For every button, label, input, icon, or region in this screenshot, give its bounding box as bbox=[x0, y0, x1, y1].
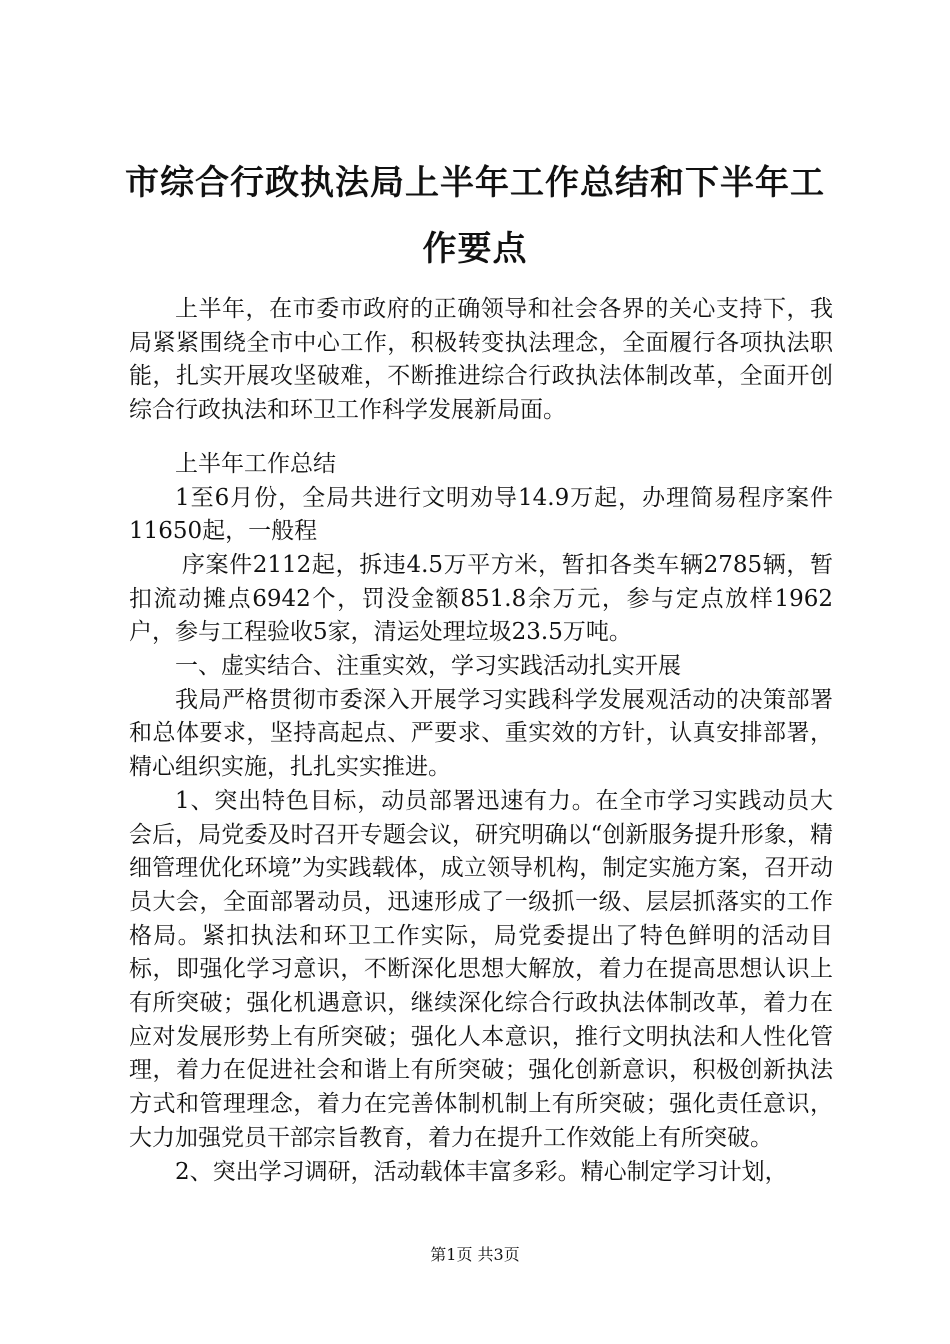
section-heading-1: 一、虚实结合、注重实效，学习实践活动扎实开展 bbox=[175, 653, 681, 680]
stats-paragraph-part2: 序案件2112起，拆违4.5万平方米，暂扣各类车辆2785辆，暂扣流动摊点6942个，罚没金额851.8余万元，参与定点放样1962户，参与工程验收5家，清运处理垃圾23.5万吨。 bbox=[129, 551, 833, 646]
intro-paragraph: 上半年，在市委市政府的正确领导和社会各界的关心支持下，我局紧紧围绕全市中心工作，积极转变执法理念，全面履行各项执法职能，扎实开展攻坚破难，不断推进综合行政执法体制改革，全面开创综合行政执法和环卫工作科学发展新局面。 bbox=[129, 296, 833, 424]
document-title: 市综合行政执法局上半年工作总结和下半年工作要点 bbox=[125, 163, 825, 269]
item-1-paragraph: 1、突出特色目标，动员部署迅速有力。在全市学习实践动员大会后，局党委及时召开专题会议，研究明确以“创新服务提升形象，精细管理优化环境”为实践载体，成立领导机构，制定实施方案，召开动员大会，全面部署动员，迅速形成了一级抓一级、层层抓落实的工作格局。紧扣执法和环卫工作实际，局党委提出了特色鲜明的活动目标，即强化学习意识，不断深化思想大解放，着力在提高思想认识上有所突破；强化机遇意识，继续深化综合行政执法体制改革，着力在应对发展形势上有所突破；强化人本意识，推行文明执法和人性化管理，着力在促进社会和谐上有所突破；强化创新意识，积极创新执法方式和管理理念，着力在完善体制机制上有所突破；强化责任意识，大力加强党员干部宗旨教育，着力在提升工作效能上有所突破。 bbox=[129, 787, 833, 1151]
section-heading-summary: 上半年工作总结 bbox=[175, 450, 336, 477]
item-2-paragraph: 2、突出学习调研，活动载体丰富多彩。精心制定学习计划， bbox=[175, 1158, 788, 1185]
page-footer: 第1页 共3页 bbox=[430, 1245, 520, 1264]
document-body bbox=[129, 293, 833, 1189]
stats-paragraph-part1: 1至6月份，全局共进行文明劝导14.9万起，办理简易程序案件11650起，一般程 bbox=[129, 484, 833, 545]
section-1-paragraph: 我局严格贯彻市委深入开展学习实践科学发展观活动的决策部署和总体要求，坚持高起点、严要求、重实效的方针，认真安排部署，精心组织实施，扎扎实实推进。 bbox=[129, 686, 833, 781]
